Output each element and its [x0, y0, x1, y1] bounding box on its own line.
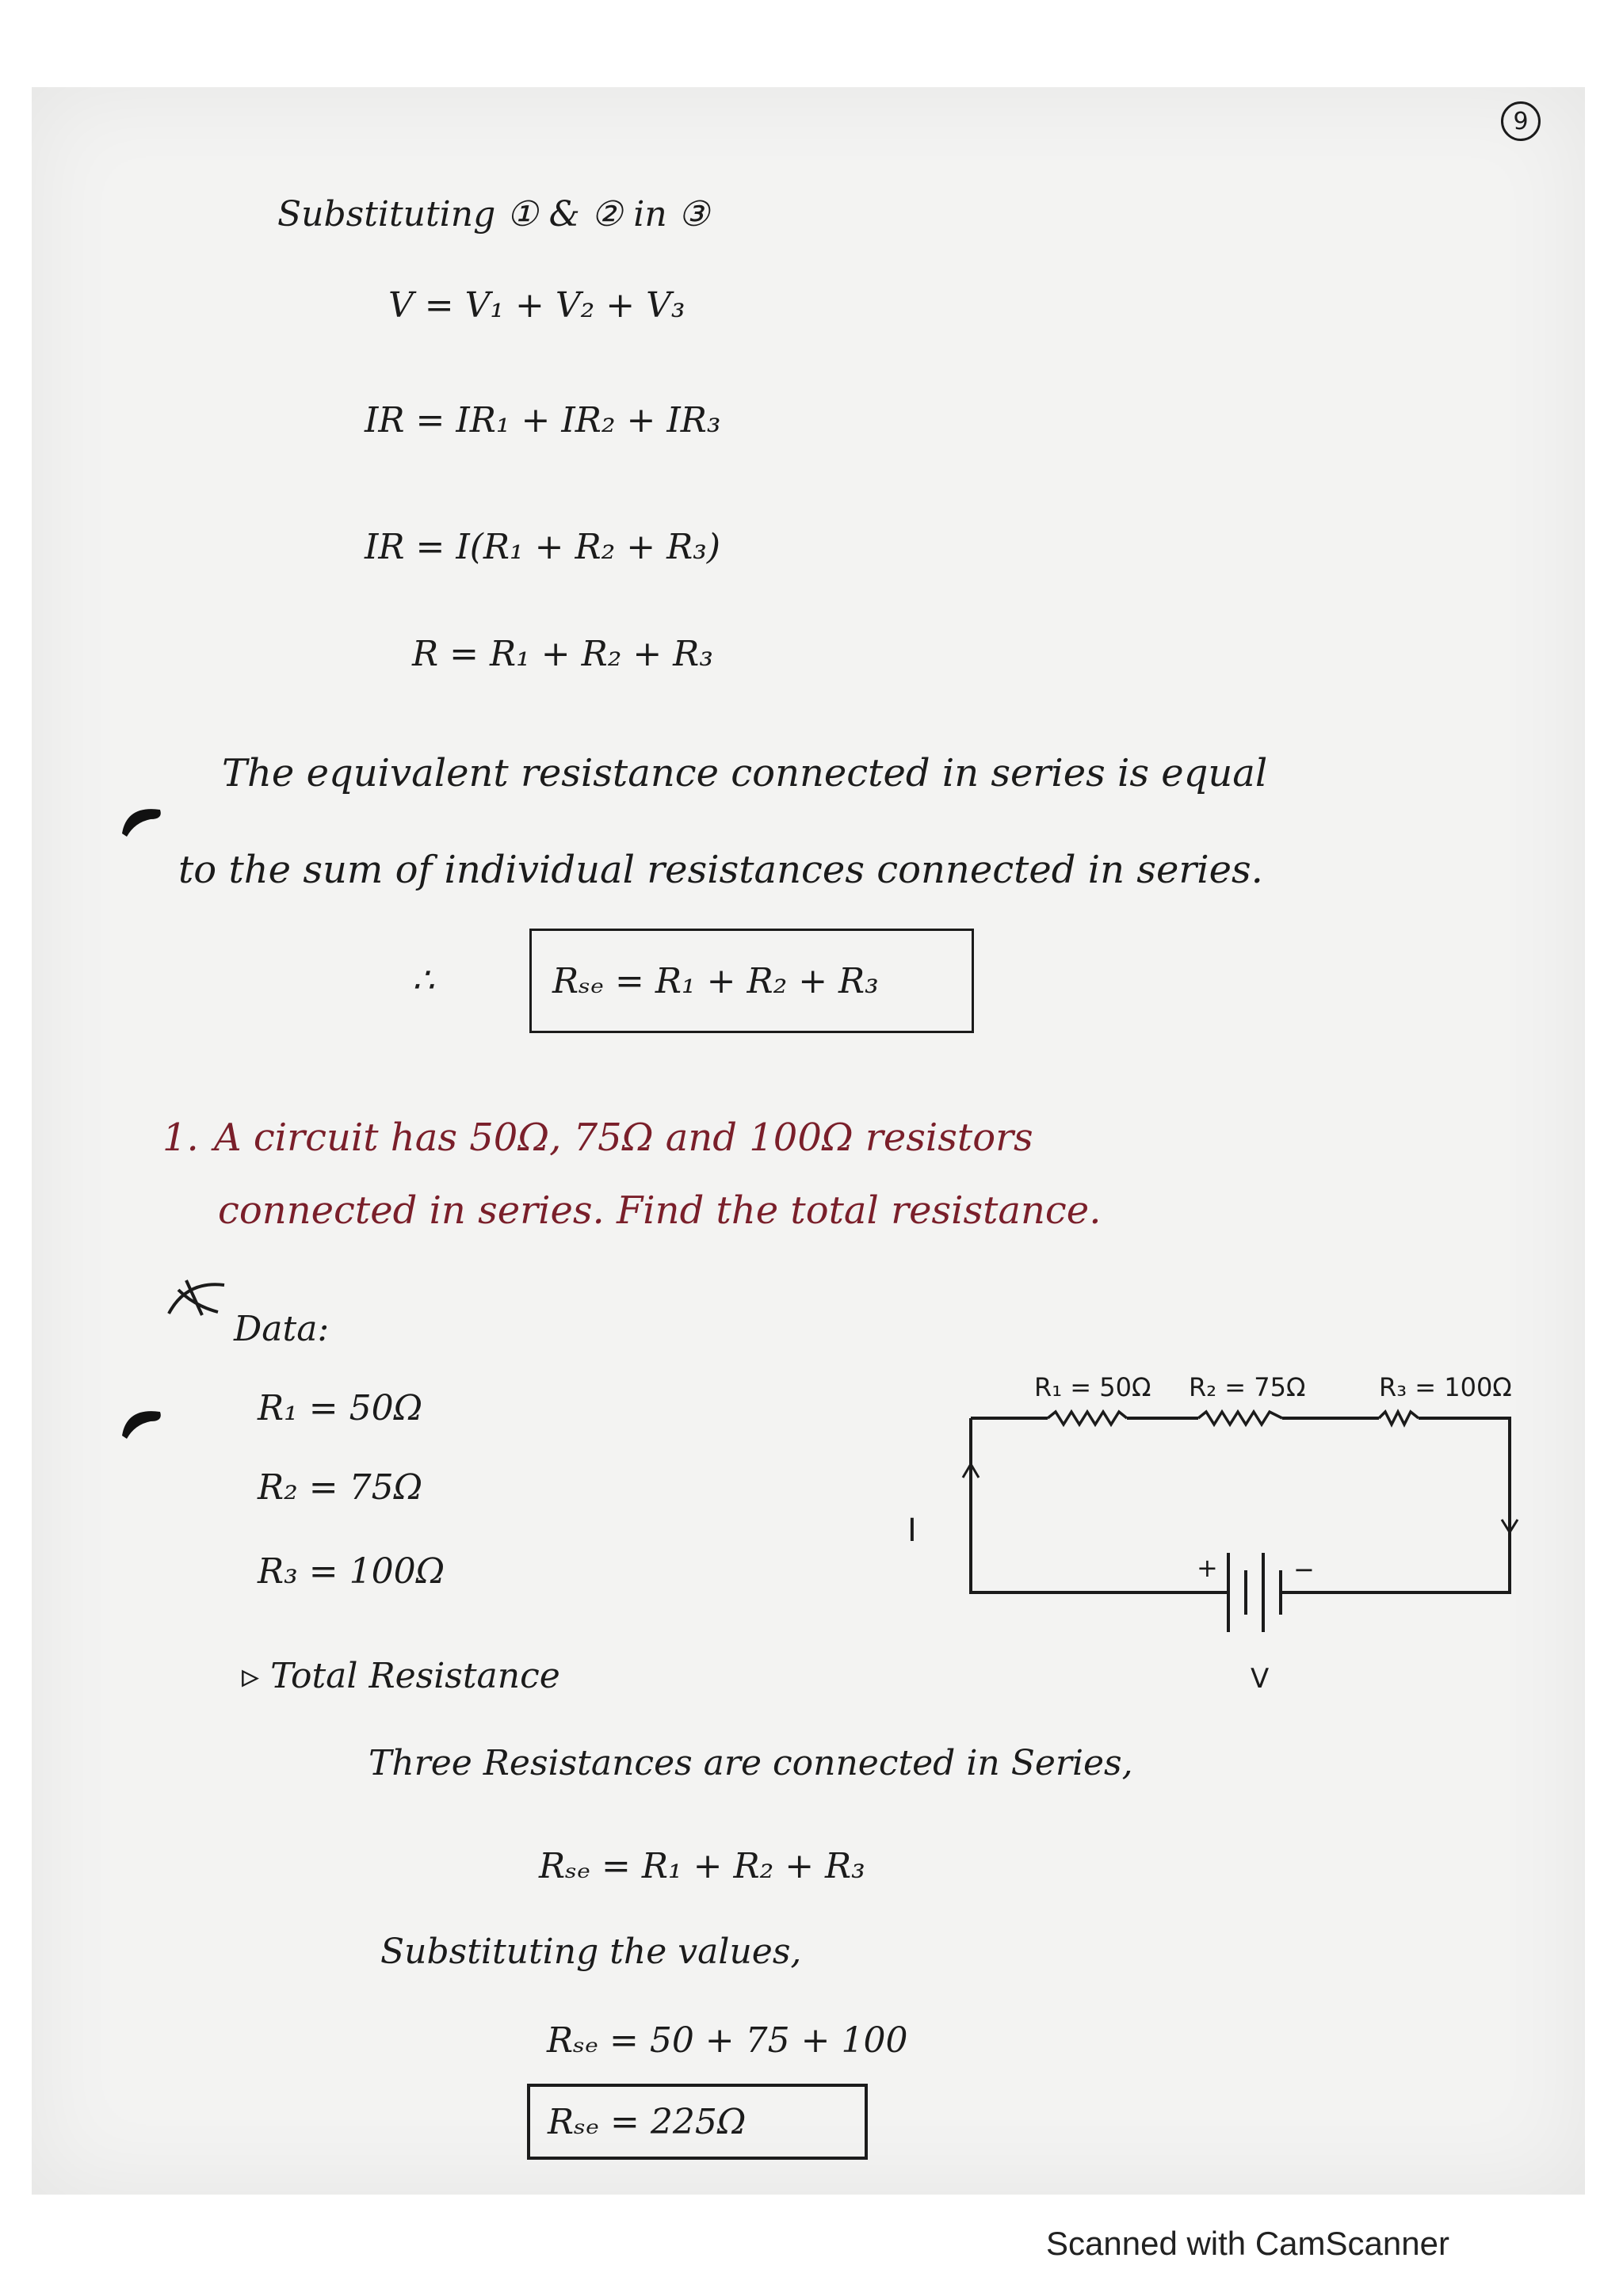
equation-line: IR = I(R₁ + R₂ + R₃) — [365, 527, 721, 567]
arrow-icon: ▹ — [242, 1656, 271, 1696]
data-item: R₂ = 75Ω — [258, 1467, 423, 1508]
calculation-line: Rₛₑ = 50 + 75 + 100 — [547, 2020, 908, 2061]
resistor-label: R₃ = 100Ω — [1379, 1372, 1512, 1402]
answer: Rₛₑ = 225Ω — [548, 2101, 747, 2142]
explanation-line: Three Resistances are connected in Series, — [369, 1743, 1133, 1783]
formula-box — [529, 929, 974, 1033]
current-arrow-icon — [963, 1464, 979, 1505]
resistor-label: R₁ = 50Ω — [1034, 1372, 1151, 1402]
solution-formula: Rₛₑ = R₁ + R₂ + R₃ — [539, 1846, 865, 1886]
current-label: I — [907, 1512, 917, 1549]
problem-line: A circuit has 50Ω, 75Ω and 100Ω resistors — [214, 1116, 1033, 1160]
negative-terminal-label: − — [1293, 1554, 1315, 1585]
statement-line: The equivalent resistance connected in series is equal — [222, 751, 1268, 795]
punch-hole-icon — [119, 802, 166, 840]
positive-terminal-label: + — [1197, 1553, 1218, 1583]
equation-line: IR = IR₁ + IR₂ + IR₃ — [365, 400, 721, 441]
bullet-mark-icon — [162, 1274, 234, 1322]
battery-icon — [1228, 1553, 1300, 1632]
scanner-watermark: Scanned with CamScanner — [1046, 2225, 1449, 2262]
equation-line: R = R₁ + R₂ + R₃ — [412, 634, 713, 674]
problem-line: connected in series. Find the total resistance. — [218, 1188, 1102, 1233]
series-formula: Rₛₑ = R₁ + R₂ + R₃ — [552, 960, 879, 1001]
derivation-heading: Substituting ① & ② in ③ — [277, 194, 710, 235]
circuit-wire — [971, 1418, 1228, 1592]
resistor-r3 — [1379, 1412, 1419, 1425]
problem-number: 1. — [162, 1116, 199, 1160]
resistor-label: R₂ = 75Ω — [1189, 1372, 1306, 1402]
punch-hole-icon — [119, 1404, 166, 1442]
data-item: R₃ = 100Ω — [258, 1551, 445, 1592]
voltage-label: V — [1251, 1663, 1270, 1695]
find-label: Total Resistance — [270, 1656, 560, 1696]
equation-line: V = V₁ + V₂ + V₃ — [388, 285, 685, 326]
circuit-wire — [1300, 1418, 1510, 1592]
therefore-symbol: ∴ — [412, 960, 434, 1001]
data-heading: Data: — [234, 1309, 330, 1349]
statement-line: to the sum of individual resistances connected in series. — [178, 848, 1263, 892]
find-heading — [242, 1656, 560, 1696]
resistor-r2 — [1198, 1412, 1282, 1425]
answer-box — [527, 2084, 868, 2160]
current-arrow-icon — [1502, 1505, 1518, 1532]
resistor-r1 — [1048, 1412, 1127, 1425]
data-item: R₁ = 50Ω — [258, 1388, 423, 1428]
series-circuit-diagram — [907, 1363, 1545, 1695]
substituting-line: Substituting the values, — [380, 1932, 802, 1972]
page-number: 9 — [1501, 101, 1541, 141]
